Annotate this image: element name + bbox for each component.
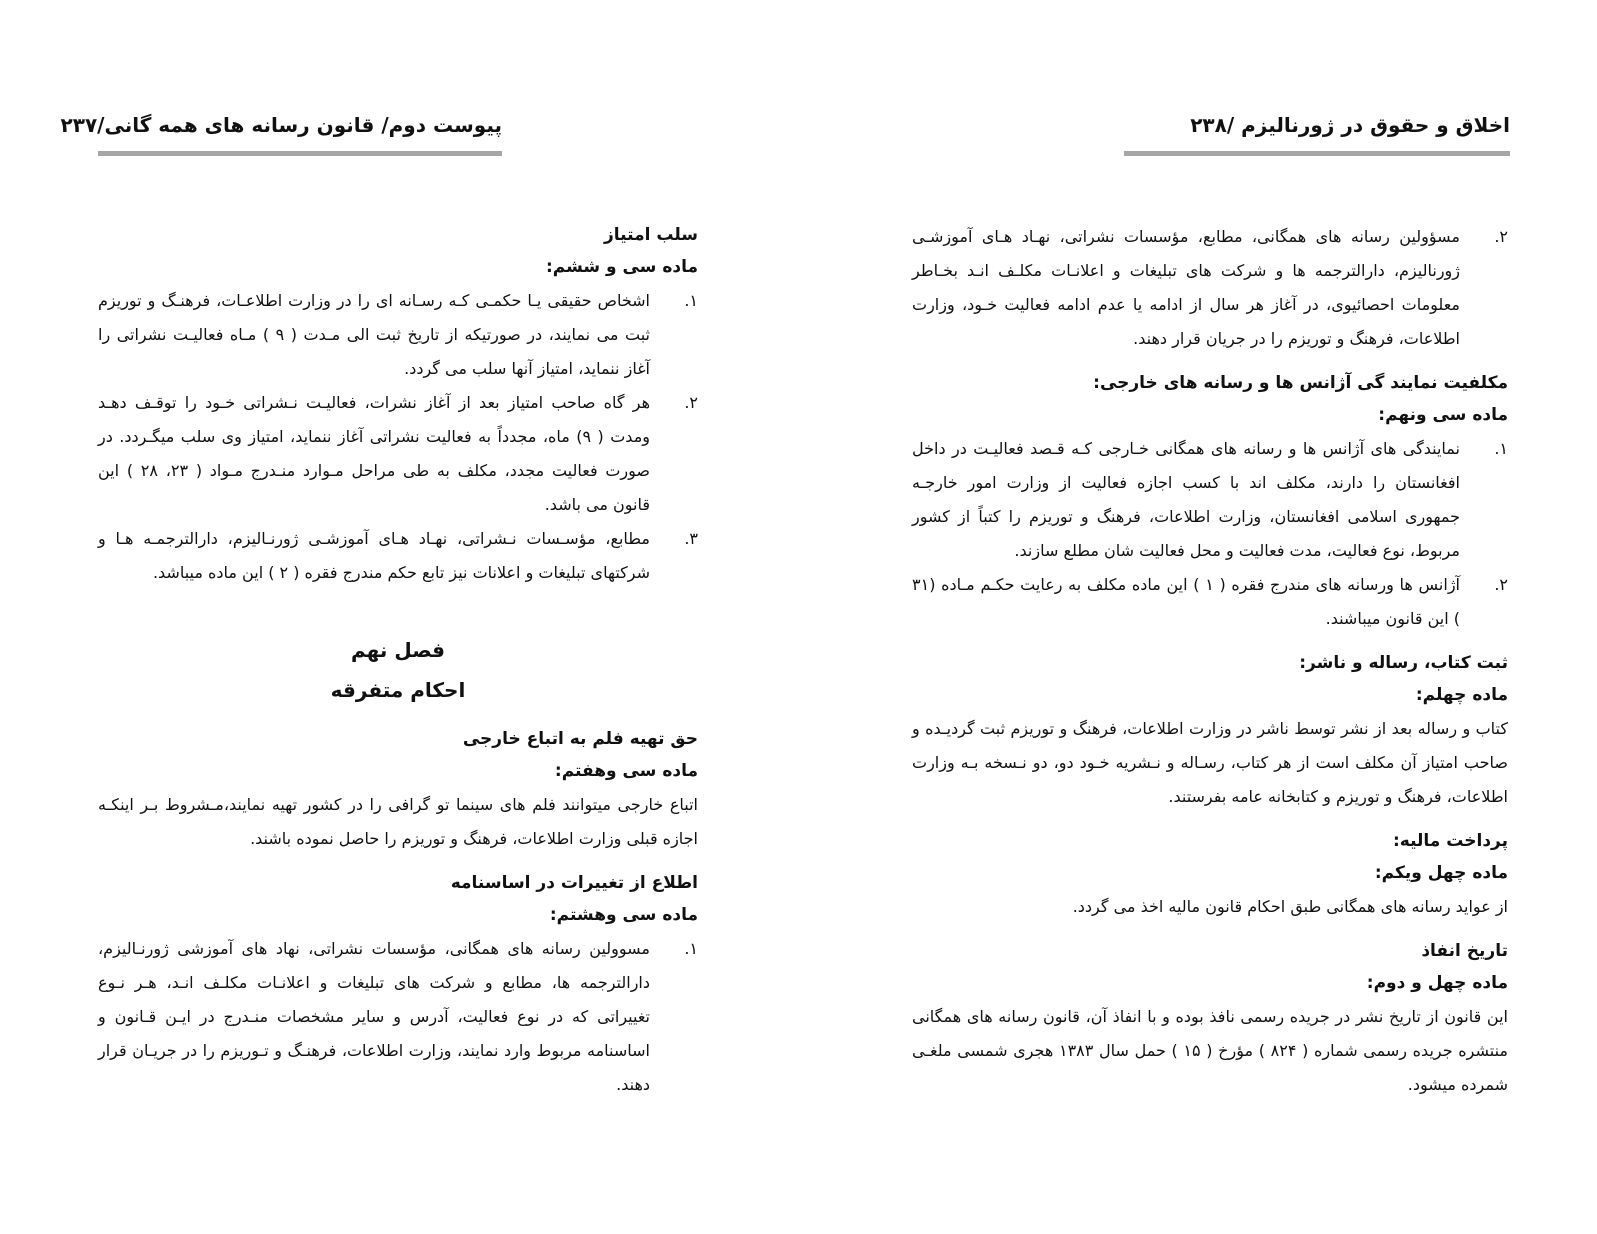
article-title: ماده سی وهشتم: [549, 905, 698, 925]
article-title: ماده چهلم: [1415, 685, 1508, 705]
list-item-text: هر گاه صاحب امتیاز بعد از آغاز نشرات، فعالیـت نـشراتی خـود را توقـف دهـد ومدت ( ۹) ماه، مجدداً به فعالیت نشراتی آغاز ننماید، امتیاز وی سلب میگـردد. در صورت فعالیت مجدد، مکلف به طی مراحل مـوارد منـدرج مـواد ( ۲۳، ۲۸ ) این قانون می باشد. [98, 393, 650, 514]
list-item-number: ۲. [1494, 227, 1508, 246]
list-item-number: ۱. [684, 939, 698, 958]
list-item [912, 568, 1508, 636]
list-item-text: مطابع، مؤسـسات نـشراتی، نهـاد هـای آموزشـی ژورنـالیزم، دارالترجمـه هـا و شرکتهای تبلیغات و اعلانات نیز تابع حکم مندرج فقره ( ۲ ) این ماده میباشد. [98, 529, 650, 582]
list-item [912, 220, 1508, 356]
list-item-number: ۲. [684, 393, 698, 412]
list-item [912, 432, 1508, 568]
list-item-number: ۳. [684, 529, 698, 548]
list-item-text: مسوولین رسانه های همگانی، مؤسسات نشراتی، نهاد های آموزشی ژورنـالیزم، دارالترجمه ها، مطابع و شرکت های تبلیغات و اعلانـات مکلـف انـد، هـر نـوع تغییراتی که در نوع فعالیت، آدرس و سایر مشخصات منـدرج در ایـن قـانون و اساسنامه مربوط وارد نمایند، وزارت اطلاعات، فرهنـگ و تـوریزم را در جریـان قرار دهند. [98, 939, 650, 1094]
list-item [98, 932, 698, 1102]
section-heading: ثبت کتاب، رساله و ناشر: [1299, 653, 1508, 673]
chapter-title: احکام متفرقه [330, 678, 466, 702]
section-heading: اطلاع از تغییرات در اساسنامه [450, 873, 698, 893]
list-item-number: ۱. [684, 291, 698, 310]
right-running-title: اخلاق و حقوق در ژورنالیزم /۲۳۸ [1190, 113, 1510, 137]
paragraph: اتباع خارجی میتوانند فلم های سینما تو گرافی را در کشور تهیه نمایند،مـشروط بـر اینکـه اجازه قبلی وزارت اطلاعات، فرهنگ و توریزم را حاصل نموده باشند. [98, 795, 698, 848]
article-title: ماده سی وهفتم: [554, 761, 698, 781]
article-title: ماده چهل ویکم: [1374, 863, 1508, 883]
list-item [98, 522, 698, 590]
section-heading: مکلفیت نمایند گی آژانس ها و رسانه های خارجی: [1093, 373, 1508, 393]
section-heading: حق تهیه فلم به اتباع خارجی [462, 729, 698, 749]
list-item-number: ۱. [1494, 439, 1508, 458]
section-heading: پرداخت مالیه: [1392, 831, 1508, 851]
article-title: ماده سی و ششم: [545, 257, 698, 277]
chapter-title: فصل نهم [350, 638, 445, 662]
paragraph: از عواید رسانه های همگانی طبق احکام قانون مالیه اخذ می گردد. [1072, 897, 1508, 916]
list-item-text: مسؤولین رسانه های همگانی، مطابع، مؤسسات نشراتی، نهـاد هـای آموزشـی ژورنالیزم، دارالترجمه ها و شرکت های تبلیغات و اعلانـات مکلـف انـد بخـاطر معلومات احصائیوی، در آغاز هر سال از ادامه یا عدم ادامه فعالیت خـود، وزارت اطلاعات، فرهنگ و توریزم را در جریان قرار دهند. [912, 227, 1460, 348]
paragraph: کتاب و رساله بعد از نشر توسط ناشر در وزارت اطلاعات، فرهنگ و توریزم ثبت گردیـده و صاحب امتیاز آن مکلف است از هر کتاب، رسـاله و نـشریه خـود دو، دو نـسخه بـه وزارت اطلاعات، فرهنگ و توریزم و کتابخانه عامه بفرستند. [912, 719, 1508, 806]
list-item-text: آژانس ها ورسانه های مندرج فقره ( ۱ ) این ماده مکلف به رعایت حکـم مـاده (۳۱ ) این قانون میباشند. [912, 575, 1461, 628]
paragraph: این قانون از تاریخ نشر در جریده رسمی نافذ بوده و با انفاذ آن، قانون رسانه های همگانی منتشره جریده رسمی شماره ( ۸۲۴ ) مؤرخ ( ۱۵ ) حمل سال ۱۳۸۳ هجری شمسی ملغـی شمرده میشود. [912, 1007, 1509, 1094]
article-title: ماده سی ونهم: [1378, 405, 1508, 425]
list-item [98, 386, 698, 522]
section-heading: تاریخ انفاذ [1421, 941, 1508, 961]
left-running-title: پیوست دوم/ قانون رسانه های همه گانی/۲۳۷ [60, 113, 502, 137]
left-page-header [60, 110, 502, 156]
list-item [98, 284, 698, 386]
list-item-text: نمایندگی های آژانس ها و رسانه های همگانی خـارجی کـه قـصد فعالیـت در داخل افغانستان را دارند، مکلف اند با کسب اجازه فعالیت از وزارت امور خارجـه جمهوری اسلامی افغانستان، وزارت اطلاعات، فرهنگ و توریزم را کتباً از کشور مربوط، نوع فعالیت، مدت فعالیت و محل فعالیت شان مطلع سازند. [912, 439, 1460, 560]
section-heading: سلب امتیاز [604, 225, 698, 245]
right-page-header [1124, 110, 1510, 156]
right-page-body [912, 220, 1508, 1102]
list-item-text: اشخاص حقیقی یـا حکمـی کـه رسـانه ای را در وزارت اطلاعـات، فرهنـگ و توریزم ثبت می نمایند، در صورتیکه از تاریخ ثبت الی مـدت ( ۹ ) مـاه فعالیـت نشراتی را آغاز ننماید، امتیاز آنها سلب می گردد. [98, 291, 650, 378]
left-page-body [98, 220, 698, 1102]
list-item-number: ۲. [1494, 575, 1508, 594]
article-title: ماده چهل و دوم: [1366, 973, 1508, 993]
